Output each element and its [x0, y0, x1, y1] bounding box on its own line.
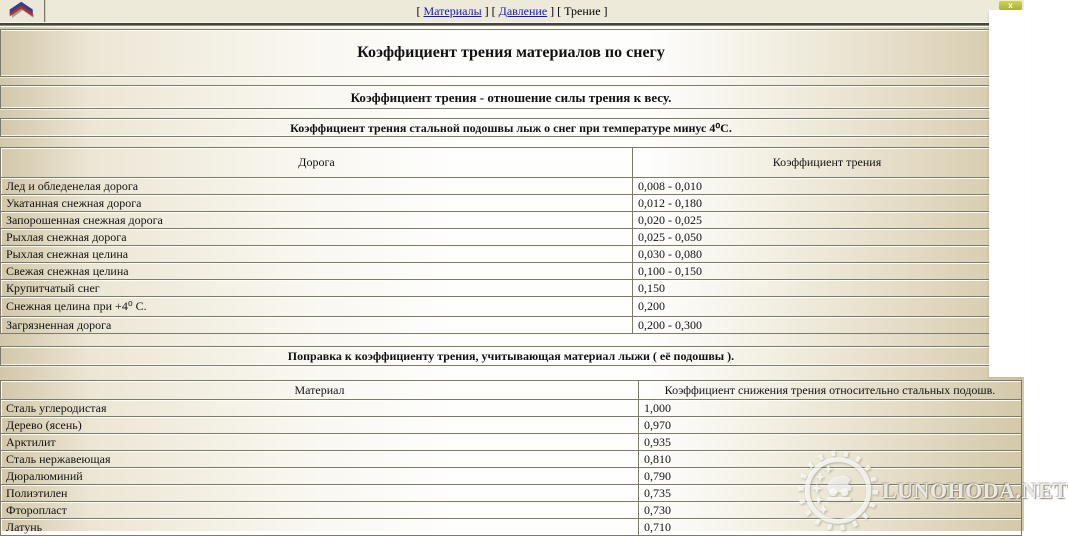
- row-label-cell: Латунь: [1, 519, 639, 536]
- bracket: ]: [600, 4, 608, 18]
- column-header-material: Материал: [1, 381, 639, 400]
- row-value-cell: 0,150: [633, 280, 1022, 297]
- material-correction-table: [0, 380, 1022, 536]
- column-header-road: Дорога: [1, 148, 633, 178]
- table-row: [1, 195, 1022, 212]
- row-label-cell: Крупитчатый снег: [1, 280, 633, 297]
- page-title: Коэффициент трения материалов по снегу: [0, 29, 1022, 77]
- row-value-cell: 0,025 - 0,050: [633, 229, 1022, 246]
- table-row: [1, 263, 1022, 280]
- row-value-cell: 1,000: [639, 400, 1022, 417]
- row-value-cell: 0,730: [639, 502, 1022, 519]
- row-value-cell: 0,790: [639, 468, 1022, 485]
- row-label-cell: Загрязненная дорога: [1, 317, 633, 334]
- table-row: [1, 280, 1022, 297]
- nav-link-3: Трение: [564, 4, 601, 18]
- content-area: [0, 27, 1024, 534]
- table-row: [1, 317, 1022, 334]
- table-row: [1, 417, 1022, 434]
- row-value-cell: 0,200: [633, 297, 1022, 317]
- bracket: [: [416, 4, 424, 18]
- watermark-text: LUNOHODA.NET: [882, 477, 1068, 503]
- nav-links: [0, 0, 1024, 22]
- table-row: [1, 297, 1022, 317]
- row-value-cell: 0,200 - 0,300: [633, 317, 1022, 334]
- table-row: [1, 451, 1022, 468]
- table-row: [1, 434, 1022, 451]
- table-row: [1, 246, 1022, 263]
- table-row: [1, 519, 1022, 536]
- row-label-cell: Укатанная снежная дорога: [1, 195, 633, 212]
- row-label-cell: Фторопласт: [1, 502, 639, 519]
- row-label-cell: Полиэтилен: [1, 485, 639, 502]
- top-nav: [0, 0, 1024, 22]
- table-header-row: [1, 381, 1022, 400]
- row-value-cell: 0,710: [639, 519, 1022, 536]
- table-row: [1, 468, 1022, 485]
- row-label-cell: Сталь нержавеющая: [1, 451, 639, 468]
- table1-caption: Коэффициент трения стальной подошвы лыж о снег при температуре минус 4⁰С.: [0, 118, 1022, 137]
- definition-banner: Коэффициент трения - отношение силы трения к весу.: [0, 85, 1022, 109]
- row-value-cell: 0,008 - 0,010: [633, 178, 1022, 195]
- table-header-row: [1, 148, 1022, 178]
- row-value-cell: 0,735: [639, 485, 1022, 502]
- close-button[interactable]: x: [999, 1, 1022, 10]
- row-value-cell: 0,012 - 0,180: [633, 195, 1022, 212]
- row-label-cell: Сталь углеродистая: [1, 400, 639, 417]
- table-row: [1, 485, 1022, 502]
- side-overlay-panel: [989, 10, 1024, 377]
- table-row: [1, 502, 1022, 519]
- friction-table: [0, 147, 1022, 334]
- row-value-cell: 0,100 - 0,150: [633, 263, 1022, 280]
- bracket: ]: [547, 4, 558, 18]
- table-row: [1, 178, 1022, 195]
- row-label-cell: Арктилит: [1, 434, 639, 451]
- row-label-cell: Дюралюминий: [1, 468, 639, 485]
- table2-caption: Поправка к коэффициенту трения, учитывающая материал лыжи ( её подошвы ).: [0, 346, 1022, 366]
- column-header-coefficient: Коэффициент трения: [633, 148, 1022, 178]
- row-value-cell: 0,020 - 0,025: [633, 212, 1022, 229]
- row-value-cell: 0,935: [639, 434, 1022, 451]
- row-label-cell: Рыхлая снежная дорога: [1, 229, 633, 246]
- row-label-cell: Запорошенная снежная дорога: [1, 212, 633, 229]
- table-row: [1, 229, 1022, 246]
- row-value-cell: 0,970: [639, 417, 1022, 434]
- table-row: [1, 212, 1022, 229]
- bracket: ]: [481, 4, 492, 18]
- row-label-cell: Рыхлая снежная целина: [1, 246, 633, 263]
- table-row: [1, 400, 1022, 417]
- row-label-cell: Лед и обледенелая дорога: [1, 178, 633, 195]
- bracket: [: [557, 4, 565, 18]
- nav-link-2[interactable]: Давление: [498, 4, 548, 18]
- row-label-cell: Дерево (ясень): [1, 417, 639, 434]
- row-label-cell: Снежная целина при +4⁰ С.: [1, 297, 633, 317]
- row-value-cell: 0,810: [639, 451, 1022, 468]
- row-value-cell: 0,030 - 0,080: [633, 246, 1022, 263]
- row-label-cell: Свежая снежная целина: [1, 263, 633, 280]
- nav-link-1[interactable]: Материалы: [423, 4, 482, 18]
- bracket: [: [491, 4, 499, 18]
- column-header-reduction: Коэффициент снижения трения относительно стальных подошв.: [639, 381, 1022, 400]
